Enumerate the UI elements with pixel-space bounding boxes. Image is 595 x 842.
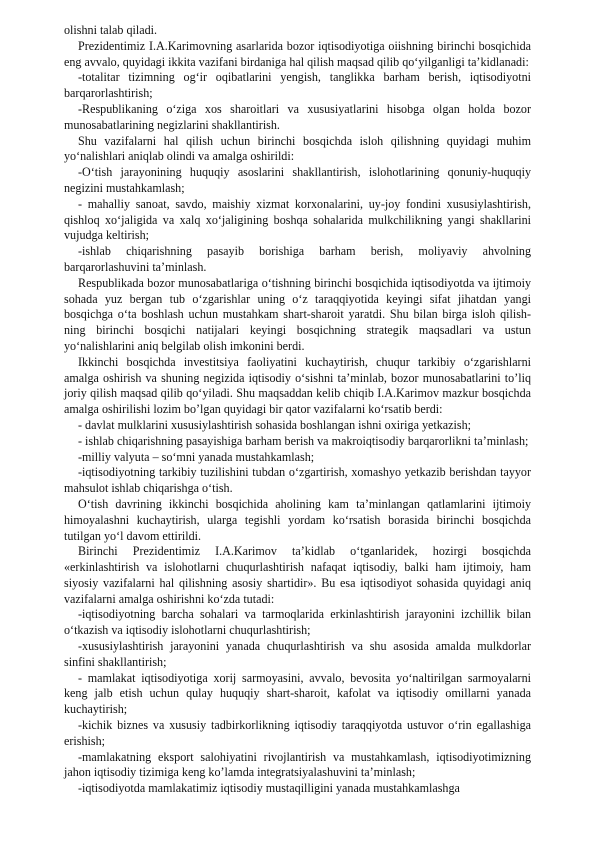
list-item: - ishlab chiqarishning pasayishiga barham berish va makroiqtisodiy barqarorlikni ta’minlash; (78, 433, 529, 448)
paragraph: Ikkinchi bosqichda investitsiya faoliyatini kuchaytirish, chuqur tarkibiy o‘zgarishlarni amalga oshirish va shuning negizida iqtisodiy o‘sishni ta’minlab, bozor munosabatlarini to’liq joriy qilish maqsad qilib qo‘yiladi. Shu maqsaddan kelib chiqib I.A.Karimov mazkur bosqichda amalga oshirilishi lozim bo’lgan quyidagi bir qator vazifalarni ko‘rsatib berdi: (64, 354, 531, 417)
document-body (64, 23, 531, 797)
list-item: -ishlab chiqarishning pasayib borishiga barham berish, moliyaviy ahvolning barqarorlashuvini ta’minlash. (64, 244, 531, 274)
list-item: - mahalliy sanoat, savdo, maishiy xizmat korxonalarini, uy-joy fondini xususiylashtirish, qishloq xo‘jaligida va xalq xo‘jaligining boshqa sohalarida mulkchilikning yangi shakllarini vujudga keltirish; (64, 196, 531, 243)
list-item: -totalitar tizimning og‘ir oqibatlarini yengish, tanglikka barham berish, iqtisodiyotni barqarorlashtirish; (64, 70, 531, 101)
list-item: -milliy valyuta – so‘mni yanada mustahkamlash; (78, 449, 315, 464)
list-item: - davlat mulklarini xususiylashtirish sohasida boshlangan ishni oxiriga yetkazish; (78, 417, 471, 432)
paragraph: Birinchi Prezidentimiz I.A.Karimov ta’kidlab o‘tganlaridek, hozirgi bosqichda «erkinlashtirish va islohotlarni chuqurlashtirish nafaqat iqtisodiy, balki ham ijtimoiy, ham siyosiy vazifalarni hal qilishning asosiy shartidir». Bu esa iqtisodiyot sohasida quyidagi aniq vazifalarni amalga oshirishni ko‘zda tutadi: (64, 544, 531, 606)
list-item: -iqtisodiyotning barcha sohalari va tarmoqlarida erkinlashtirish jarayonini izchillik bilan o‘tkazish va iqtisodiy islohotlarni chuqurlashtirish; (64, 607, 531, 638)
list-item: -Respublikaning o‘ziga xos sharoitlari va xususiyatlarini hisobga olgan holda bozor munosabatlarining negizlarini shakllantirish. (64, 101, 531, 132)
list-item: -iqtisodiyotning tarkibiy tuzilishini tubdan o‘zgartirish, xomashyo yetkazib berishdan tayyor mahsulot ishlab chiqarishga o‘tish. (64, 465, 531, 496)
list-item: -xususiylashtirish jarayonini yanada chuqurlashtirish va shu asosida amalda mulkdorlar sinfini shakllantirish; (64, 639, 531, 669)
list-item: -mamlakatning eksport salohiyatini rivojlantirish va mustahkamlash, iqtisodiyotimizning jahon iqtisodiy tizimiga keng ko’lamda integratsiyalashuvini ta’minlash; (64, 749, 531, 780)
paragraph: Prezidentimiz I.A.Karimovning asarlarida bozor iqtisodiyotiga oiishning birinchi bosqichida eng avvalo, quyidagi ikkita vazifani birdaniga hal qilish maqsad qilib qo‘yilganligi ta’kidlanadi: (64, 38, 531, 69)
list-item: -iqtisodiyotda mamlakatimiz iqtisodiy mustaqilligini yanada mustahkamlashga (78, 781, 460, 796)
paragraph: Respublikada bozor munosabatlariga o‘tishning birinchi bosqichida iqtisodiyotda va ijtimoiy sohada yuz bergan tub o‘zgarishlar uning o‘z taraqqiyotida keyingi sifat jihatdan yangi bosqichga o‘ta boshlash uchun mustahkam shart-sharoit yaratdi. Shu bilan birga isloh qilish- ning birinchi bosqichi natijalari keyingi bosqichning strategik maqsadlari va ustun yo‘nalishlarini aniq belgilab olish imkonini berdi. (64, 275, 531, 353)
list-item: -O‘tish jarayonining huquqiy asoslarini shakllantirish, islohotlarining qonuniy-huquqiy negizini mustahkamlash; (64, 165, 531, 195)
paragraph: O‘tish davrining ikkinchi bosqichida aholining kam ta’minlangan qatlamlarini ijtimoiy himoyalashni kuchaytirish, ularga tegishli yordam ko‘rsatish borasida birinchi bosqichda tutilgan yo‘l davom ettirildi. (64, 496, 531, 543)
list-item: - mamlakat iqtisodiyotiga xorij sarmoyasini, avvalo, bevosita yo‘naltirilgan sarmoyalarni keng jalb etish uchun qulay huquqiy shart-sharoit, kafolat va iqtisodiy omillarni yanada kuchaytirish; (64, 670, 531, 717)
list-item: -kichik biznes va xususiy tadbirkorlikning iqtisodiy taraqqiyotda ustuvor o‘rin egallashiga erishish; (64, 718, 531, 748)
paragraph: Shu vazifalarni hal qilish uchun birinchi bosqichda isloh qilishning quyidagi muhim yo‘nalishlari aniqlab olindi va amalga oshirildi: (64, 133, 531, 164)
paragraph: olishni talab qiladi. (64, 23, 158, 37)
